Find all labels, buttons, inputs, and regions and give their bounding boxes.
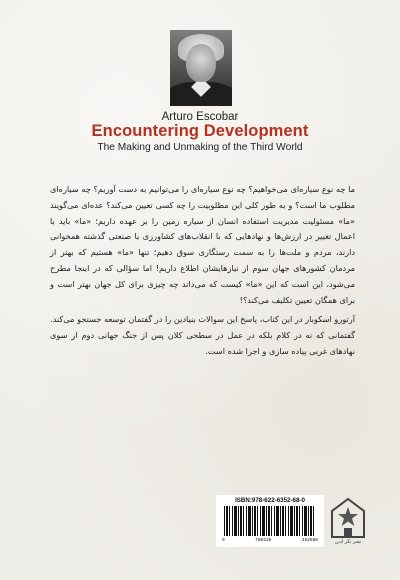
photo-face (186, 44, 216, 82)
author-photo (170, 30, 232, 106)
barcode-digit-group-1: 9 (222, 538, 225, 543)
blurb-paragraph-2: آرتورو اسکوبار در این کتاب، پاسخ این سوالات بنیادین را در گفتمان توسعه جستجو می‌کند. گفتمانی که نه در کلام بلکه در عمل در سطحی کلان پس از جنگ جهانی دوم از سوی نهادهای غربی پیاده سازی و اجرا شده است. (50, 314, 355, 356)
author-name: Arturo Escobar (161, 111, 239, 123)
publisher-name: نشر نگر آذین (334, 540, 362, 545)
barcode (216, 495, 324, 547)
publisher-logo-icon (330, 497, 366, 541)
barcode-digit-group-2: 786226 (255, 538, 272, 543)
book-subtitle: The Making and Unmaking of the Third World (97, 142, 303, 153)
barcode-digits (222, 538, 318, 543)
isbn-number: ISBN:978-622-6352-68-0 (235, 497, 305, 504)
barcode-bars (224, 506, 316, 536)
barcode-digit-group-3: 352680 (301, 538, 318, 543)
blurb-paragraph-1: ما چه نوع سیاره‌ای می‌خواهیم؟ چه نوع سیاره‌ای را می‌توانیم به دست آوریم؟ چه سیاره‌ای مطلوب ما است؟ و به طور کلی این مطلوبیت را چه کسی تعیین می‌کند؟ عده‌ای می‌گویند «ما» مسئولیت مدیریت استفاده انسان از سیاره زمین را بر عهده داریم؛ «ما» باید با اعمال تغییر در ارزش‌ها و نهادهایی که با انقلاب‌های کشاورزی یا صنعتی گذشته همخوانی دارند، مردم و ملت‌ها را به سمت رستگاری سوق دهیم؛ تنها «ما» هستیم که بهتر از مردمان کشورهای جهان سوم از نیازهایشان اطلاع داریم! اما سؤالی که در اینجا مطرح می‌شود، این است که این «ما» کیست که می‌داند چه چیزی برای کل جهان بهتر است و برای همگان تعیین تکلیف می‌کند؟! (50, 184, 355, 305)
blurb-text (50, 182, 355, 360)
book-title: Encountering Development (91, 122, 309, 140)
